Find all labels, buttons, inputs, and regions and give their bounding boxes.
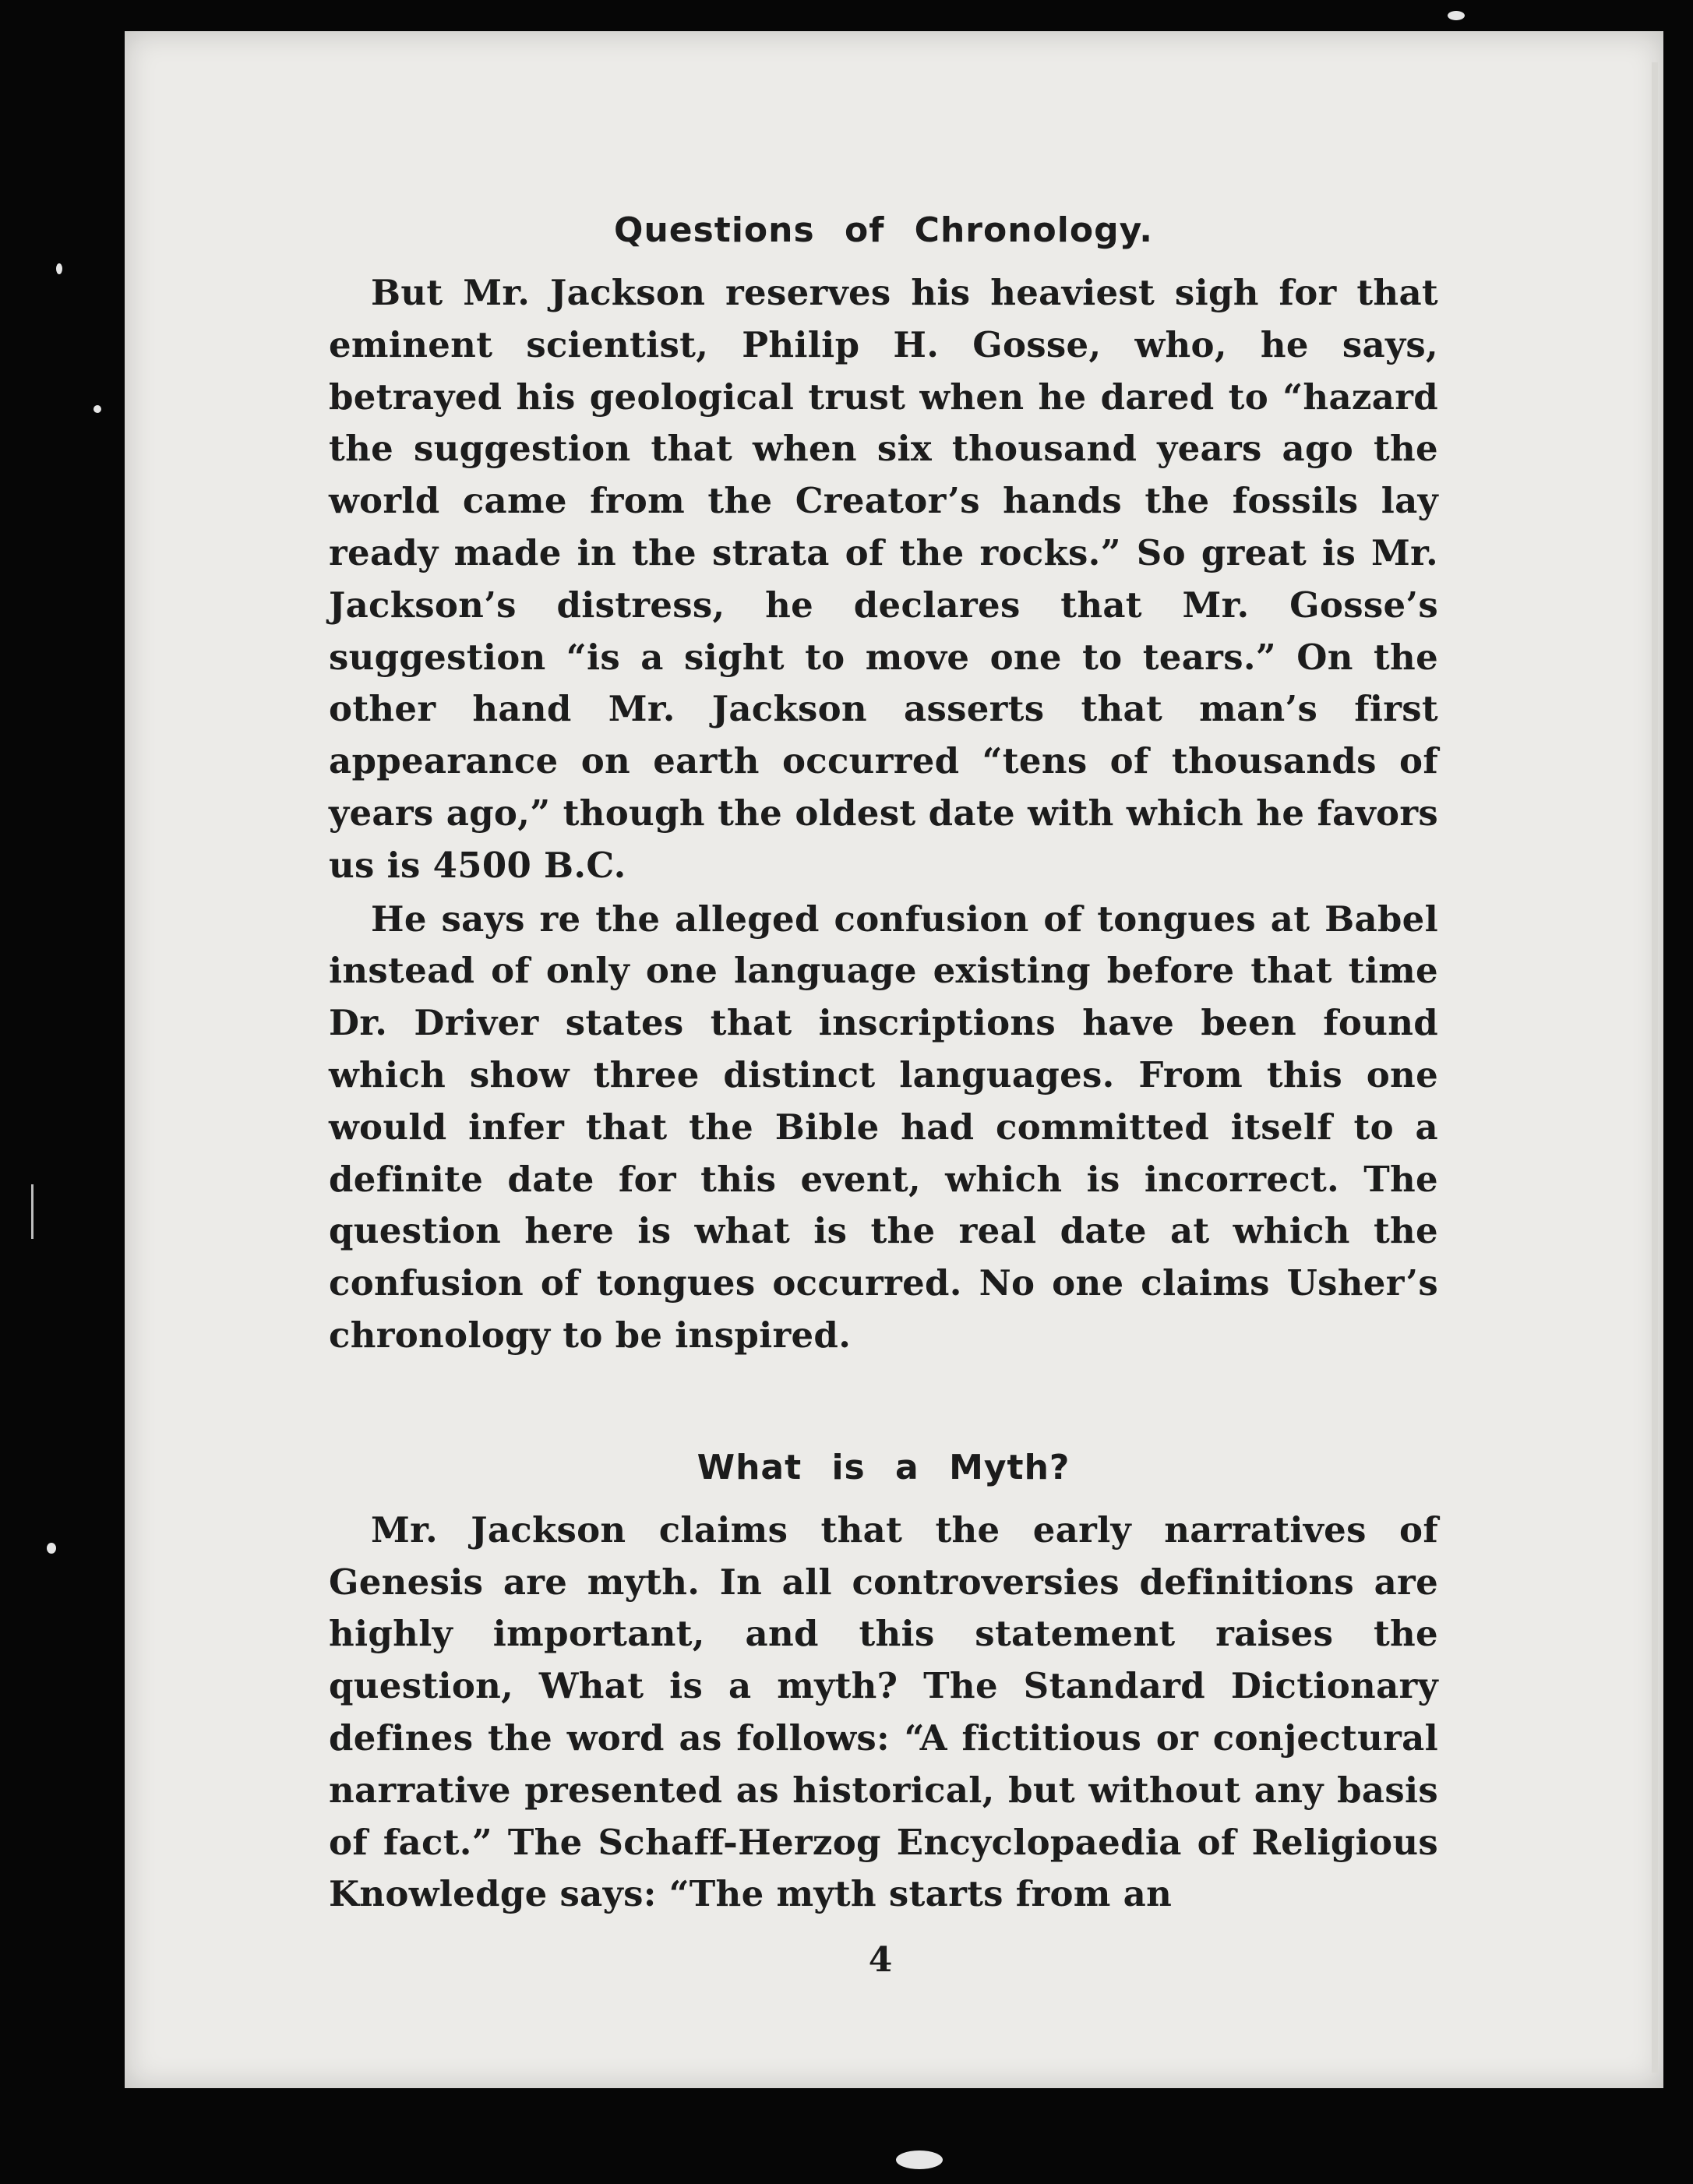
page-number: 4 [868, 1940, 893, 1980]
film-speck [896, 2150, 943, 2169]
film-speck [1448, 11, 1465, 20]
film-speck [56, 263, 62, 274]
section-heading-myth: What is a Myth? [697, 1447, 1070, 1487]
film-scratch [31, 1184, 34, 1239]
film-speck [47, 1543, 56, 1554]
paragraph-babel: He says re the alleged confusion of tongues at Babel instead of only one language existing before that time Dr. Driver states that inscriptions have been found which show three distinct languages. From this one would infer that the Bible had committed itself to a definite date for this event, which is incorrect. The question here is what is the real date at which the confusion of tongues occurred. No one claims Usher’s chronology to be inspired. [329, 898, 1438, 1356]
paragraph-gosse: But Mr. Jackson reserves his heaviest sigh for that eminent scientist, Philip H. Gosse, who, he says, betrayed his geological trust when he dared to “hazard the suggestion that when six thousand years ago the world came from the Creator’s hands the fossils lay ready made in the strata of the rocks.” So great is Mr. Jackson’s distress, he declares that Mr. Gosse’s suggestion “is a sight to move one to tears.” On the other hand Mr. Jackson asserts that man’s first appearance on earth occurred “tens of thousands of years ago,” though the oldest date with which he favors us is 4500 B.C. [329, 272, 1438, 886]
page-text [329, 210, 1438, 1921]
film-speck [93, 405, 101, 413]
section-heading-chronology: Questions of Chronology. [614, 210, 1153, 250]
page-edge [1652, 62, 1658, 2073]
paragraph-myth-definition: Mr. Jackson claims that the early narratives of Genesis are myth. In all controversies definitions are highly important, and this statement raises the question, What is a myth? The Standard Dictionary defines the word as follows: “A fictitious or conjectural narrative presented as historical, but without any basis of fact.” The Schaff-Herzog Encyclopaedia of Religious Knowledge says: “The myth starts from an [329, 1508, 1438, 1915]
